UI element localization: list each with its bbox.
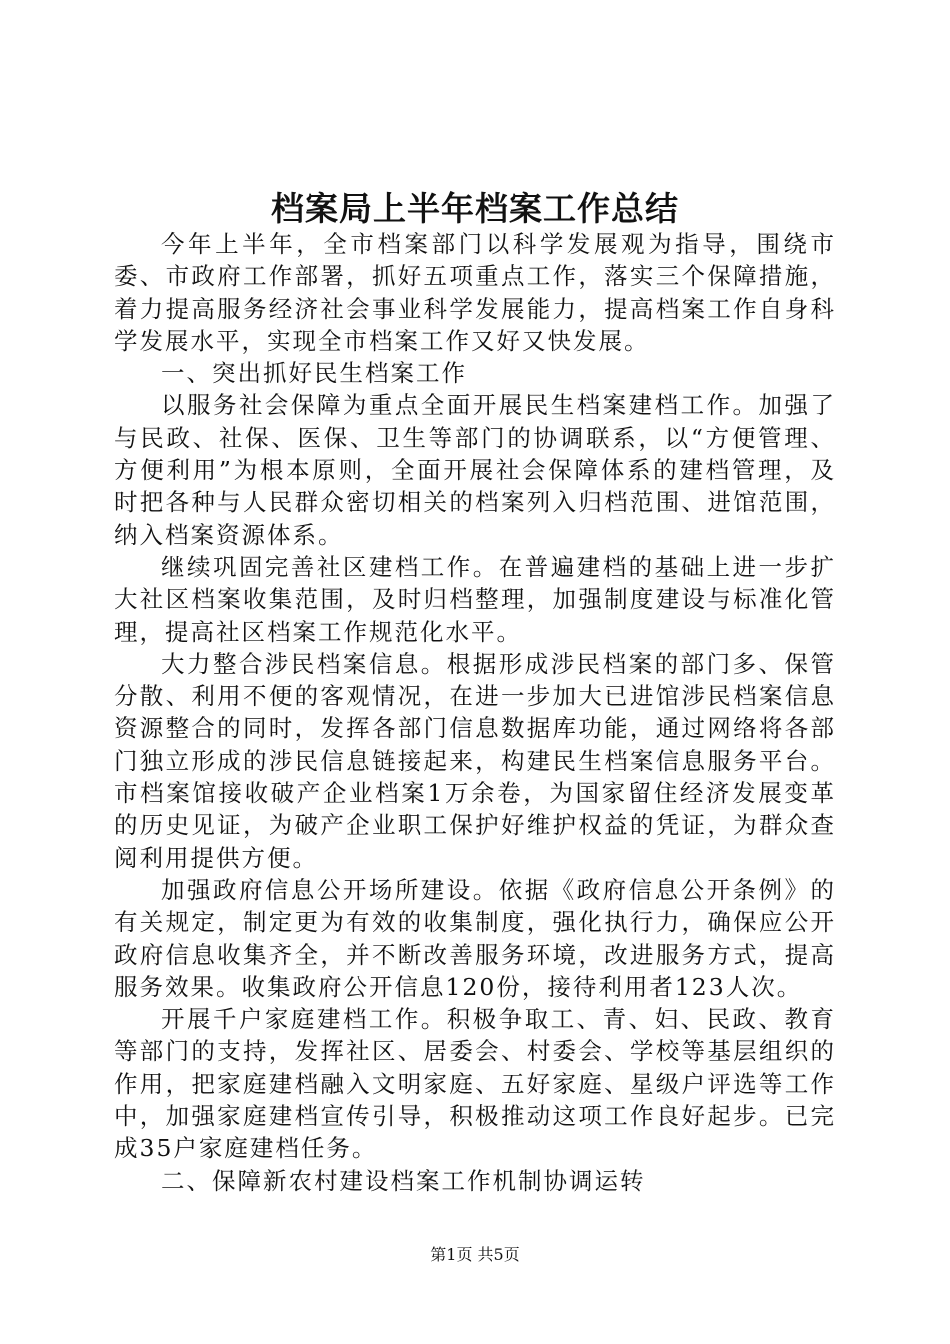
paragraph: 开展千户家庭建档工作。积极争取工、青、妇、民政、教育等部门的支持，发挥社区、居委会、村委会、学校等基层组织的作用，把家庭建档融入文明家庭、五好家庭、星级户评选等工作中，加强家庭建档宣传引导，积极推动这项工作良好起步。已完成35户家庭建档任务。 bbox=[114, 1005, 836, 1163]
document-body bbox=[114, 228, 836, 1197]
paragraph: 以服务社会保障为重点全面开展民生档案建档工作。加强了与民政、社保、医保、卫生等部门的协调联系，以“方便管理、方便利用”为根本原则，全面开展社会保障体系的建档管理，及时把各种与人民群众密切相关的档案列入归档范围、进馆范围，纳入档案资源体系。 bbox=[114, 391, 836, 549]
document-title: 档案局上半年档案工作总结 bbox=[271, 189, 679, 228]
section-heading-1: 一、突出抓好民生档案工作 bbox=[161, 359, 467, 388]
section-heading-2: 二、保障新农村建设档案工作机制协调运转 bbox=[161, 1166, 646, 1195]
paragraph-intro: 今年上半年，全市档案部门以科学发展观为指导，围绕市委、市政府工作部署，抓好五项重点工作，落实三个保障措施，着力提高服务经济社会事业科学发展能力，提高档案工作自身科学发展水平，实现全市档案工作又好又快发展。 bbox=[114, 230, 836, 355]
paragraph: 继续巩固完善社区建档工作。在普遍建档的基础上进一步扩大社区档案收集范围，及时归档整理，加强制度建设与标准化管理，提高社区档案工作规范化水平。 bbox=[114, 552, 836, 646]
paragraph: 大力整合涉民档案信息。根据形成涉民档案的部门多、保管分散、利用不便的客观情况，在进一步加大已进馆涉民档案信息资源整合的同时，发挥各部门信息数据库功能，通过网络将各部门独立形成的涉民信息链接起来，构建民生档案信息服务平台。市档案馆接收破产企业档案1万余卷，为国家留住经济发展变革的历史见证，为破产企业职工保护好维护权益的凭证，为群众查阅利用提供方便。 bbox=[114, 649, 836, 872]
paragraph: 加强政府信息公开场所建设。依据《政府信息公开条例》的有关规定，制定更为有效的收集制度，强化执行力，确保应公开政府信息收集齐全，并不断改善服务环境，改进服务方式，提高服务效果。收集政府公开信息120份，接待利用者123人次。 bbox=[114, 875, 836, 1001]
page-footer: 第1页 共5页 bbox=[430, 1245, 520, 1264]
